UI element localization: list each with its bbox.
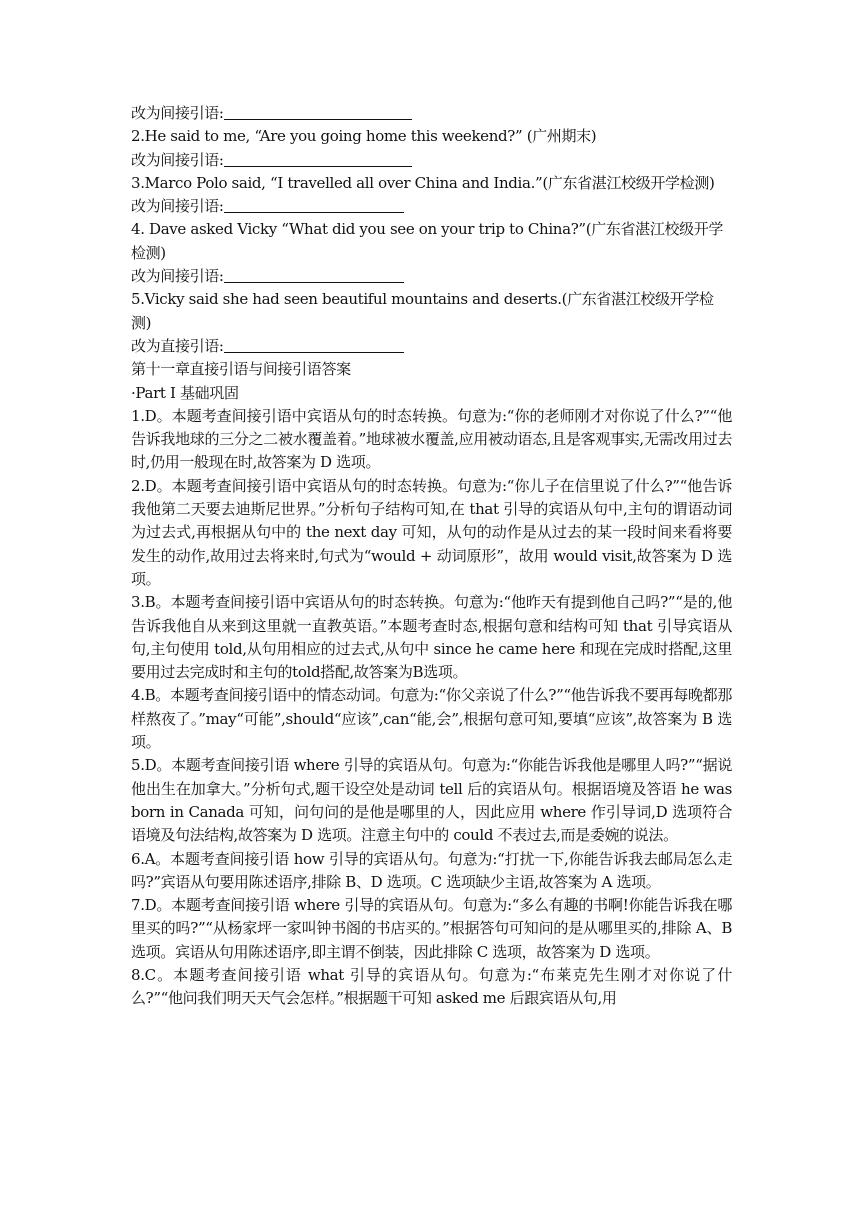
answers-chapter-title: 第十一章直接引语与间接引语答案 [131, 360, 351, 379]
answer-label: 改为间接引语: [131, 197, 224, 216]
answer-explanation: 8.C。本题考查间接引语 what 引导的宾语从句。句意为:“布莱克先生刚才对你说了什么?”“他问我们明天天气会怎样。”根据题干可知 asked me 后跟宾语从句,用 [131, 965, 732, 1008]
exercise-answer-line [131, 102, 732, 125]
answer-blank[interactable] [224, 267, 404, 283]
answer-label: 改为间接引语: [131, 150, 224, 169]
answer-explanation: 7.D。本题考查间接引语 where 引导的宾语从句。句意为:“多么有趣的书啊!你能告诉我在哪里买的吗?”“从杨家坪一家叫钟书阁的书店买的。”根据答句可知问的是从哪里买的,排除 A、B 选项。宾语从句用陈述语序,即主谓不倒装，因此排除 C 选项，故答案为 D 选项。 [131, 896, 732, 961]
exercise-question: 2.He said to me, “Are you going home this weekend?” (广州期末) [131, 127, 597, 146]
answer-label: 改为间接引语: [131, 267, 224, 286]
answer-blank[interactable] [224, 337, 404, 353]
answer-explanation: 4.B。本题考查间接引语中的情态动词。句意为:“你父亲说了什么?”“他告诉我不要再每晚都那样熬夜了。”may“可能”,should“应该”,can“能,会”,根据句意可知,要填“应该”,故答案为 B 选项。 [131, 686, 732, 752]
answer-explanation: 1.D。本题考查间接引语中宾语从句的时态转换。句意为:“你的老师刚才对你说了什么?”“他告诉我地球的三分之二被水覆盖着。”地球被水覆盖,应用被动语态,且是客观事实,无需改用过去时,仍用一般现在时,故答案为 D 选项。 [131, 406, 732, 472]
answers-part-title: ·Part I 基础巩固 [131, 383, 239, 402]
answer-blank[interactable] [224, 197, 404, 213]
exercise-question: 4. Dave asked Vicky “What did you see on your trip to China?”(广东省湛江校级开学 [131, 220, 724, 239]
exercise-question-continued: 检测) [131, 243, 166, 262]
exercise-answer-line [131, 335, 732, 358]
answer-blank[interactable] [224, 104, 412, 120]
exercise-question: 5.Vicky said she had seen beautiful mountains and deserts.(广东省湛江校级开学检 [131, 290, 714, 309]
answer-label: 改为直接引语: [131, 336, 224, 355]
exercise-answer-line [131, 195, 732, 218]
answer-blank[interactable] [224, 151, 412, 167]
exercise-question: 3.Marco Polo said, “I travelled all over China and India.”(广东省湛江校级开学检测) [131, 173, 715, 192]
answer-explanation: 2.D。本题考查间接引语中宾语从句的时态转换。句意为:“你儿子在信里说了什么?”“他告诉我他第二天要去迪斯尼世界。”分析句子结构可知,在 that 引导的宾语从句中,主句的谓语动词为过去式,再根据从句中的 the next day 可知，从句的动作是从过去的某一段时间来看将要发生的动作,故用过去将来时,句式为“would + 动词原形”，故用 would visit,故答案为 D 选项。 [131, 476, 732, 588]
answer-explanation: 3.B。本题考查间接引语中宾语从句的时态转换。句意为:“他昨天有提到他自己吗?”“是的,他告诉我他自从来到这里就一直教英语。”本题考查时态,根据句意和结构可知 that 引导宾语从句,主句使用 told,从句用相应的过去式,从句中 since he came here 和现在完成时搭配,这里要用过去完成时和主句的told搭配,故答案为B选项。 [131, 593, 732, 682]
answer-explanation: 6.A。本题考查间接引语 how 引导的宾语从句。句意为:“打扰一下,你能告诉我去邮局怎么走吗?”宾语从句要用陈述语序,排除 B、D 选项。C 选项缺少主语,故答案为 A 选项。 [131, 849, 732, 891]
exercise-answer-line [131, 149, 732, 172]
exercise-question-continued: 测) [131, 313, 152, 332]
answer-explanation: 5.D。本题考查间接引语 where 引导的宾语从句。句意为:“你能告诉我他是哪里人吗?”“据说他出生在加拿大。”分析句式,题干设空处是动词 tell 后的宾语从句。根据语境及答语 he was born in Canada 可知，问句问的是他是哪里的人，因此应用 where 作引导词,D 选项符合语境及句法结构,故答案为 D 选项。注意主句中的 could 不表过去,而是委婉的说法。 [131, 756, 732, 845]
answer-label: 改为间接引语: [131, 104, 224, 122]
exercise-answer-line [131, 265, 732, 288]
document-content [131, 102, 732, 1011]
